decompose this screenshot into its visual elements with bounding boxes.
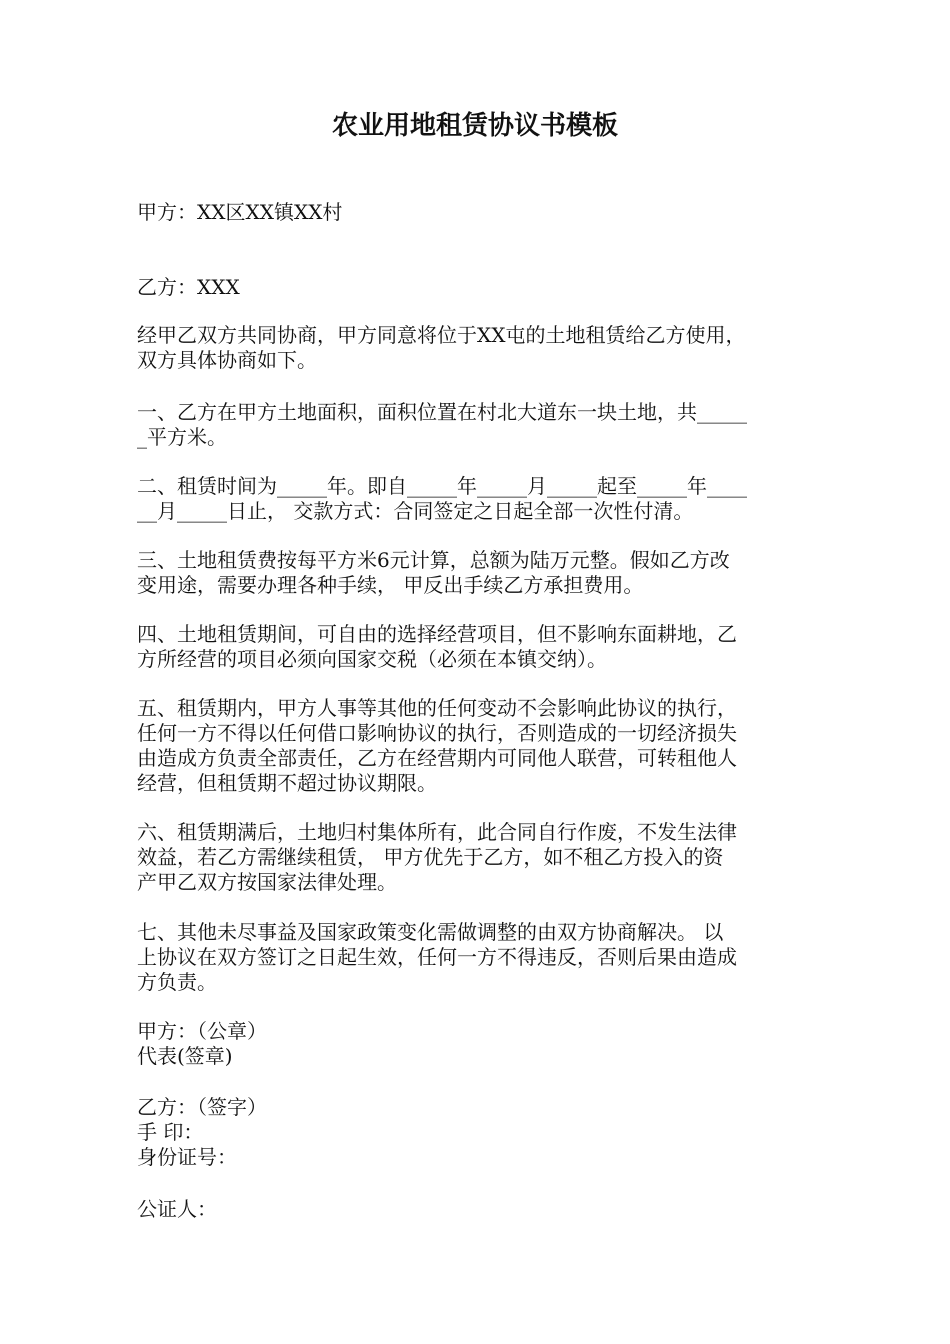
clause-line: 方负责。 <box>137 970 217 994</box>
clause-line: 四、土地租赁期间，可自由的选择经营项目，但不影响东面耕地，乙 <box>137 622 737 646</box>
notary-line: 公证人： <box>137 1197 217 1221</box>
clause-line: 三、土地租赁费按每平方米6元计算，总额为陆万元整。假如乙方改 <box>137 548 730 572</box>
clause-line: 上协议在双方签订之日起生效，任何一方不得违反，否则后果由造成 <box>137 945 737 969</box>
clause-line: __月_____日止， 交款方式：合同签定之日起全部一次性付清。 <box>137 499 694 523</box>
clause-line: 变用途，需要办理各种手续， 甲反出手续乙方承担费用。 <box>137 573 644 597</box>
clause-1 <box>137 400 817 450</box>
clause-line: 效益，若乙方需继续租赁， 甲方优先于乙方，如不租乙方投入的资 <box>137 845 724 869</box>
clause-line: _平方米。 <box>137 425 227 449</box>
clause-7 <box>137 920 817 995</box>
intro-line: 经甲乙双方共同协商，甲方同意将位于XX屯的土地租赁给乙方使用， <box>137 323 746 347</box>
signature-line: 代表(签章) <box>137 1044 233 1068</box>
intro-paragraph <box>137 323 817 373</box>
clause-line: 五、租赁期内，甲方人事等其他的任何变动不会影响此协议的执行， <box>137 696 737 720</box>
clause-line: 七、其他未尽事益及国家政策变化需做调整的由双方协商解决。 以 <box>137 920 724 944</box>
clause-line: 由造成方负责全部责任，乙方在经营期内可同他人联营，可转租他人 <box>137 746 737 770</box>
clause-line: 经营，但租赁期不超过协议期限。 <box>137 771 437 795</box>
clause-line: 任何一方不得以任何借口影响协议的执行，否则造成的一切经济损失 <box>137 721 737 745</box>
signature-block-a <box>137 1019 817 1069</box>
party-b-line: 乙方：XXX <box>137 275 240 299</box>
clause-4 <box>137 622 817 672</box>
clause-5 <box>137 696 817 796</box>
intro-line: 双方具体协商如下。 <box>137 348 317 372</box>
clause-line: 方所经营的项目必须向国家交税（必须在本镇交纳）。 <box>137 647 607 671</box>
signature-line: 甲方：（公章） <box>137 1019 267 1043</box>
clause-line: 产甲乙双方按国家法律处理。 <box>137 870 397 894</box>
clause-3 <box>137 548 817 598</box>
clause-line: 一、乙方在甲方土地面积，面积位置在村北大道东一块土地，共_____ <box>137 400 747 424</box>
document-title: 农业用地租赁协议书模板 <box>331 111 618 141</box>
clause-6 <box>137 820 817 895</box>
clause-line: 二、租赁时间为_____年。即自_____年_____月_____起至_____年____ <box>137 474 747 498</box>
signature-line: 身份证号： <box>137 1145 237 1169</box>
signature-line: 乙方：（签字） <box>137 1095 267 1119</box>
signature-block-b <box>137 1095 817 1170</box>
clause-line: 六、租赁期满后，土地归村集体所有，此合同自行作废，不发生法律 <box>137 820 737 844</box>
clause-2 <box>137 474 817 524</box>
signature-line: 手 印： <box>137 1120 204 1144</box>
party-a-line: 甲方：XX区XX镇XX村 <box>137 200 343 224</box>
